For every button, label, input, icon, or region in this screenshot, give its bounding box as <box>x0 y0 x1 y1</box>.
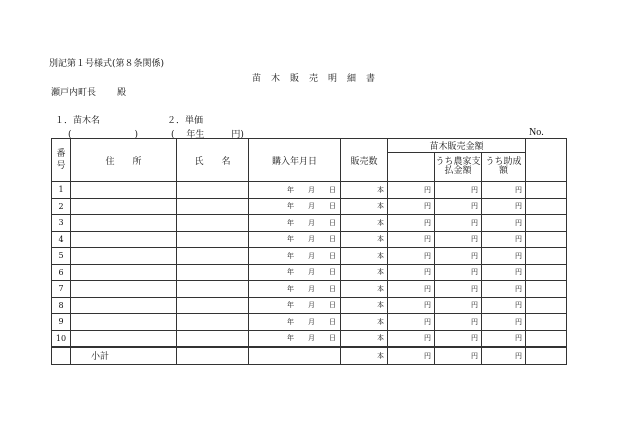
name-cell <box>177 198 249 215</box>
subtotal-number-cell <box>52 347 71 364</box>
address-cell <box>71 314 177 331</box>
document-title: 苗 木 販 売 明 細 書 <box>252 74 376 84</box>
header-sales-amount: 苗木販売金額 <box>388 139 526 153</box>
quantity-cell: 本 <box>341 281 388 298</box>
date-cell: 年 月 日 <box>249 248 341 265</box>
form-reference: 別記第１号様式(第８条関係) <box>49 59 165 69</box>
quantity-cell: 本 <box>341 231 388 248</box>
header-blank <box>526 139 567 182</box>
sales-detail-table <box>51 138 567 365</box>
address-cell <box>71 182 177 199</box>
subsidy-cell: 円 <box>482 281 526 298</box>
row-number: 9 <box>52 314 71 331</box>
farmer-payment-cell: 円 <box>435 264 482 281</box>
quantity-cell: 本 <box>341 314 388 331</box>
date-cell: 年 月 日 <box>249 297 341 314</box>
address-cell <box>71 264 177 281</box>
extra-cell <box>526 330 567 347</box>
name-cell <box>177 182 249 199</box>
table-row <box>52 297 567 314</box>
address-cell <box>71 231 177 248</box>
document-number-label: No. <box>529 127 544 138</box>
farmer-payment-cell: 円 <box>435 198 482 215</box>
amount-cell: 円 <box>388 264 435 281</box>
date-cell: 年 月 日 <box>249 231 341 248</box>
farmer-payment-cell: 円 <box>435 248 482 265</box>
extra-cell <box>526 182 567 199</box>
quantity-cell: 本 <box>341 297 388 314</box>
name-cell <box>177 297 249 314</box>
extra-cell <box>526 297 567 314</box>
subsidy-cell: 円 <box>482 248 526 265</box>
addressee: 瀬戸内町長 <box>51 88 97 98</box>
header-number: 番 号 <box>52 139 71 182</box>
farmer-payment-cell: 円 <box>435 297 482 314</box>
amount-cell: 円 <box>388 215 435 232</box>
date-cell: 年 月 日 <box>249 215 341 232</box>
row-number: 2 <box>52 198 71 215</box>
date-cell: 年 月 日 <box>249 281 341 298</box>
address-cell <box>71 297 177 314</box>
addressee-honorific: 殿 <box>117 88 127 98</box>
header-subsidy: うち助成額 <box>482 153 526 182</box>
quantity-cell: 本 <box>341 330 388 347</box>
subsidy-cell: 円 <box>482 297 526 314</box>
header-purchase-date: 購入年月日 <box>249 139 341 182</box>
extra-cell <box>526 314 567 331</box>
header-quantity: 販売数 <box>341 139 388 182</box>
farmer-payment-cell: 円 <box>435 215 482 232</box>
address-cell <box>71 215 177 232</box>
subtotal-label: 小計 <box>71 347 177 364</box>
farmer-payment-cell: 円 <box>435 182 482 199</box>
subsidy-cell: 円 <box>482 198 526 215</box>
subsidy-cell: 円 <box>482 215 526 232</box>
seedling-name-field: ( ) <box>68 130 139 140</box>
subsidy-cell: 円 <box>482 330 526 347</box>
table-row <box>52 248 567 265</box>
extra-cell <box>526 248 567 265</box>
extra-cell <box>526 198 567 215</box>
farmer-payment-cell: 円 <box>435 231 482 248</box>
address-cell <box>71 248 177 265</box>
header-name: 氏 名 <box>177 139 249 182</box>
amount-cell: 円 <box>388 281 435 298</box>
quantity-cell: 本 <box>341 264 388 281</box>
amount-cell: 円 <box>388 182 435 199</box>
subtotal-amount: 円 <box>388 347 435 364</box>
amount-cell: 円 <box>388 330 435 347</box>
quantity-cell: 本 <box>341 215 388 232</box>
farmer-payment-cell: 円 <box>435 281 482 298</box>
farmer-payment-cell: 円 <box>435 314 482 331</box>
subsidy-cell: 円 <box>482 264 526 281</box>
extra-cell <box>526 215 567 232</box>
amount-cell: 円 <box>388 297 435 314</box>
table-header-row <box>52 139 567 153</box>
subsidy-cell: 円 <box>482 314 526 331</box>
table-row <box>52 182 567 199</box>
subtotal-subsidy: 円 <box>482 347 526 364</box>
date-cell: 年 月 日 <box>249 182 341 199</box>
seedling-name-label: １．苗木名 <box>55 116 101 126</box>
table-row <box>52 281 567 298</box>
subsidy-cell: 円 <box>482 231 526 248</box>
address-cell <box>71 281 177 298</box>
unit-price-field: ( 年生 円) <box>171 130 244 140</box>
name-cell <box>177 248 249 265</box>
address-cell <box>71 330 177 347</box>
subtotal-quantity: 本 <box>341 347 388 364</box>
header-amount-total <box>388 153 435 182</box>
subtotal-farmer-payment: 円 <box>435 347 482 364</box>
amount-cell: 円 <box>388 231 435 248</box>
quantity-cell: 本 <box>341 182 388 199</box>
subtotal-name-cell <box>177 347 249 364</box>
extra-cell <box>526 264 567 281</box>
date-cell: 年 月 日 <box>249 264 341 281</box>
subsidy-cell: 円 <box>482 182 526 199</box>
name-cell <box>177 264 249 281</box>
row-number: 3 <box>52 215 71 232</box>
subtotal-extra-cell <box>526 347 567 364</box>
row-number: 7 <box>52 281 71 298</box>
farmer-payment-cell: 円 <box>435 330 482 347</box>
row-number: 8 <box>52 297 71 314</box>
table-row <box>52 215 567 232</box>
name-cell <box>177 215 249 232</box>
table-row <box>52 264 567 281</box>
unit-price-label: ２．単価 <box>167 116 204 126</box>
header-address: 住 所 <box>71 139 177 182</box>
extra-cell <box>526 231 567 248</box>
name-cell <box>177 281 249 298</box>
date-cell: 年 月 日 <box>249 198 341 215</box>
quantity-cell: 本 <box>341 248 388 265</box>
table-row <box>52 231 567 248</box>
date-cell: 年 月 日 <box>249 314 341 331</box>
extra-cell <box>526 281 567 298</box>
name-cell <box>177 330 249 347</box>
name-cell <box>177 314 249 331</box>
row-number: 1 <box>52 182 71 199</box>
name-cell <box>177 231 249 248</box>
subtotal-row <box>52 347 567 364</box>
amount-cell: 円 <box>388 198 435 215</box>
row-number: 6 <box>52 264 71 281</box>
row-number: 5 <box>52 248 71 265</box>
table-row <box>52 198 567 215</box>
amount-cell: 円 <box>388 248 435 265</box>
header-farmer-payment: うち農家支 払金額 <box>435 153 482 182</box>
subtotal-date-cell <box>249 347 341 364</box>
table-row <box>52 330 567 347</box>
quantity-cell: 本 <box>341 198 388 215</box>
amount-cell: 円 <box>388 314 435 331</box>
row-number: 4 <box>52 231 71 248</box>
date-cell: 年 月 日 <box>249 330 341 347</box>
address-cell <box>71 198 177 215</box>
table-row <box>52 314 567 331</box>
row-number: 10 <box>52 330 71 347</box>
